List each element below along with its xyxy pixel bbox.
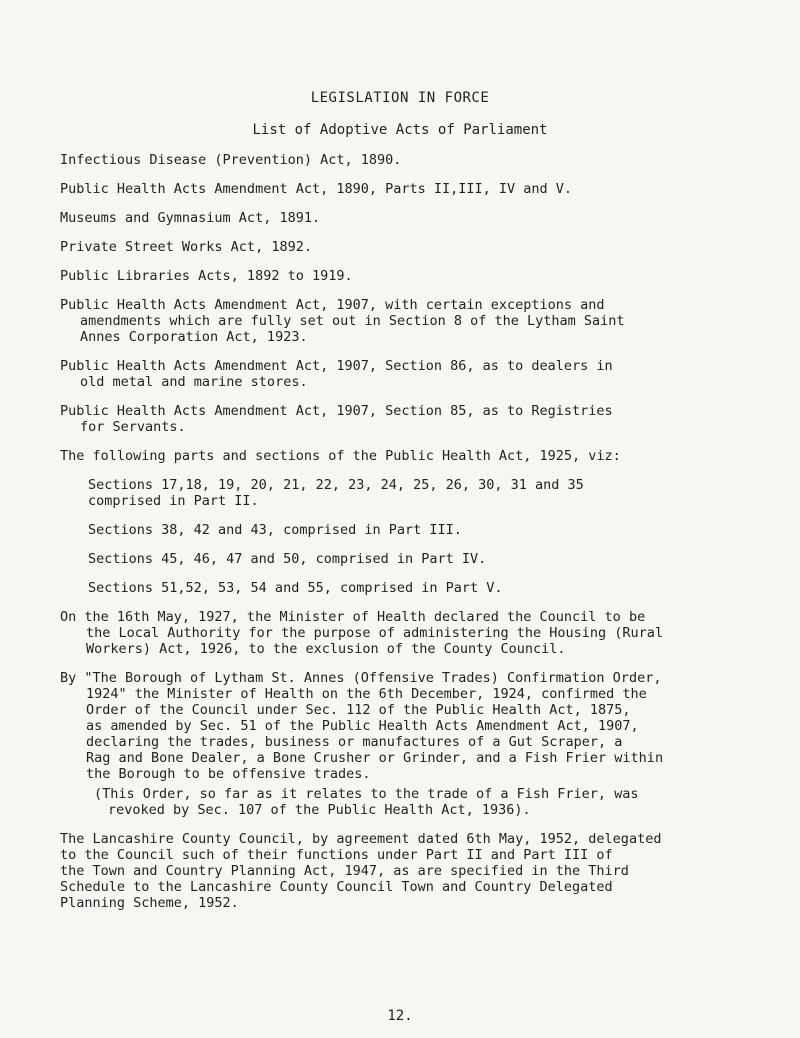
offensive-trades-note [60,786,760,818]
offensive-trades-paragraph [60,670,760,782]
text-line: revoked by Sec. 107 of the Public Health Act, 1936). [108,802,531,818]
text-line: Workers) Act, 1926, to the exclusion of the County Council. [86,641,566,657]
housing-1927-paragraph [60,609,760,657]
sections-part-3: Sections 38, 42 and 43, comprised in Part III. [88,522,462,538]
planning-1952-paragraph [60,831,760,911]
text-line: the Town and Country Planning Act, 1947, as are specified in the Third [60,863,629,879]
act-entry: Infectious Disease (Prevention) Act, 1890. [60,152,402,168]
legislation-list [60,152,760,924]
public-health-1925-intro: The following parts and sections of the Public Health Act, 1925, viz: [60,448,621,464]
sections-part-5: Sections 51,52, 53, 54 and 55, comprised in Part V. [88,580,503,596]
text-line: declaring the trades, business or manufactures of a Gut Scraper, a [86,734,623,750]
text-line: old metal and marine stores. [80,374,308,390]
sections-part-2 [60,477,760,509]
act-entry: Public Health Acts Amendment Act, 1890, Parts II,III, IV and V. [60,181,573,197]
page-title: LEGISLATION IN FORCE [310,90,490,106]
text-line: as amended by Sec. 51 of the Public Health Acts Amendment Act, 1907, [86,718,639,734]
text-line: The Lancashire County Council, by agreement dated 6th May, 1952, delegated [60,831,662,847]
text-line: Rag and Bone Dealer, a Bone Crusher or Grinder, and a Fish Frier within [86,750,664,766]
text-line: Public Health Acts Amendment Act, 1907, with certain exceptions and [60,297,605,313]
text-line: Public Health Acts Amendment Act, 1907, Section 85, as to Registries [60,403,613,419]
text-line: Sections 17,18, 19, 20, 21, 22, 23, 24, 25, 26, 30, 31 and 35 [88,477,584,493]
act-1907-exceptions [60,297,760,345]
text-line: the Borough to be offensive trades. [86,766,371,782]
text-line: Schedule to the Lancashire County Council Town and Country Delegated [60,879,613,895]
text-line: comprised in Part II. [88,493,259,509]
text-line: Public Health Acts Amendment Act, 1907, Section 86, as to dealers in [60,358,613,374]
sections-part-4: Sections 45, 46, 47 and 50, comprised in Part IV. [88,551,487,567]
page-number: 12. [387,1008,413,1024]
text-line: (This Order, so far as it relates to the trade of a Fish Frier, was [94,786,639,802]
text-line: 1924" the Minister of Health on the 6th December, 1924, confirmed the [86,686,647,702]
text-line: By "The Borough of Lytham St. Annes (Offensive Trades) Confirmation Order, [60,670,662,686]
page-subtitle: List of Adoptive Acts of Parliament [252,122,548,138]
text-line: Order of the Council under Sec. 112 of the Public Health Act, 1875, [86,702,631,718]
text-line: to the Council such of their functions under Part II and Part III of [60,847,613,863]
act-entry: Private Street Works Act, 1892. [60,239,312,255]
act-entry: Public Libraries Acts, 1892 to 1919. [60,268,353,284]
act-1907-section-86 [60,358,760,390]
text-line: amendments which are fully set out in Section 8 of the Lytham Saint [80,313,625,329]
text-line: for Servants. [80,419,186,435]
text-line: the Local Authority for the purpose of administering the Housing (Rural [86,625,664,641]
text-line: Planning Scheme, 1952. [60,895,239,911]
act-1907-section-85 [60,403,760,435]
text-line: On the 16th May, 1927, the Minister of Health declared the Council to be [60,609,646,625]
text-line: Annes Corporation Act, 1923. [80,329,308,345]
act-entry: Museums and Gymnasium Act, 1891. [60,210,321,226]
